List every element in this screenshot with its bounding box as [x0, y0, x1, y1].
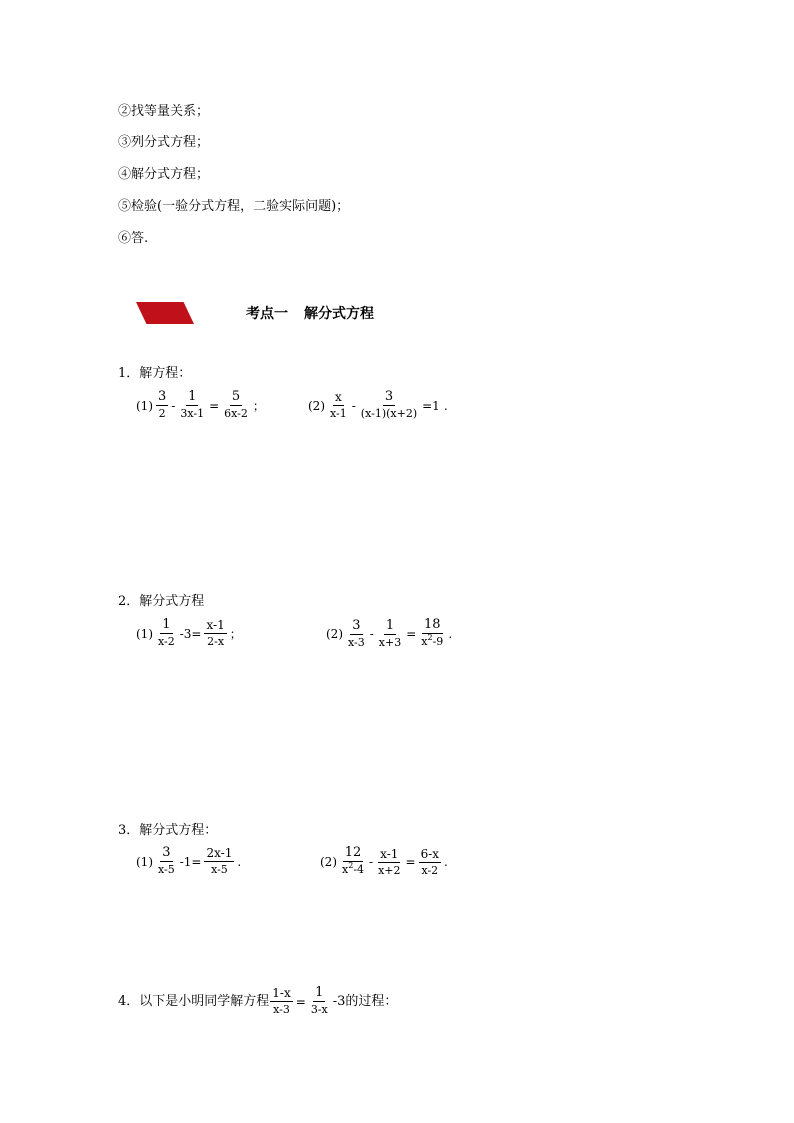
- q3-p2-tag: (2): [320, 855, 337, 869]
- section-badge: [136, 302, 194, 324]
- q4-tail: -3的过程：: [332, 993, 398, 1009]
- step-4: ④解分式方程；: [118, 167, 210, 182]
- q1-part2: (2) $\frac{x}{x-1}$ - $\frac{3}{(x-1)(x+2)}$ =1 .: [308, 389, 448, 420]
- section-title-b: 解分式方程: [304, 306, 374, 322]
- q3-label: 3．解分式方程：: [118, 823, 218, 838]
- fraction: $\frac{12}{x^2-4}$: [342, 845, 365, 876]
- step-5: ⑤检验(一验分式方程，二验实际问题)；: [118, 199, 350, 214]
- fraction: $\frac{3}{2}$: [158, 389, 167, 420]
- fraction: $\frac{x}{x-1}$: [330, 390, 347, 420]
- fraction: $\frac{5}{6x-2}$: [224, 389, 248, 420]
- q1-p1-tag: (1): [136, 398, 153, 413]
- q2-part1: (1) $\frac{1}{x-2}$ -3= $\frac{x-1}{2-x}$ ；: [136, 617, 242, 648]
- fraction: $\frac{1}{x-2}$: [158, 617, 175, 648]
- section-title: [246, 306, 374, 322]
- q3-part1: (1) $\frac{3}{x-5}$ -1= $\frac{2x-1}{x-5}$ .: [136, 845, 242, 876]
- step-6: ⑥答.: [118, 231, 149, 246]
- q3-part2: (2) $\frac{12}{x^2-4}$ - $\frac{x-1}{x+2}$ = $\frac{6-x}{x-2}$ .: [320, 845, 448, 877]
- fraction: $\frac{x-1}{2-x}$: [206, 618, 225, 648]
- fraction: $\frac{1}{3x-1}$: [180, 389, 205, 420]
- q1-p2-tag: (2): [308, 398, 325, 413]
- q2-p1-tag: (1): [136, 626, 153, 641]
- step-2: ②找等量关系；: [118, 104, 210, 119]
- fraction: $\frac{6-x}{x-2}$: [420, 846, 440, 877]
- fraction: $\frac{1-x}{x-3}$: [272, 986, 291, 1016]
- step-3: ③列分式方程；: [118, 135, 210, 150]
- q2-p2-tag: (2): [326, 627, 343, 641]
- q4-label: 4．以下是小明同学解方程: [118, 993, 270, 1009]
- fraction: $\frac{3}{(x-1)(x+2)}$: [360, 389, 418, 420]
- fraction: $\frac{1}{3-x}$: [310, 985, 328, 1016]
- fraction: $\frac{x-1}{x+2}$: [378, 846, 401, 877]
- fraction: $\frac{1}{x+3}$: [378, 617, 402, 649]
- q2-part2: (2) $\frac{3}{x-3}$ - $\frac{1}{x+3}$ = $\frac{18}{x^2-9}$ .: [326, 617, 453, 649]
- q1-label: 1．解方程：: [118, 366, 192, 381]
- section-title-a: 考点一: [246, 306, 288, 322]
- q1-part1: (1) $\frac{3}{2}$ - $\frac{1}{3x-1}$ = $\frac{5}{6x-2}$ ；: [136, 389, 265, 420]
- q2-label: 2．解分式方程: [118, 594, 205, 609]
- q4-line: 4．以下是小明同学解方程 $\frac{1-x}{x-3}$ = $\frac{1}{3-x}$ -3的过程：: [118, 985, 398, 1016]
- fraction: $\frac{3}{x-5}$: [158, 845, 175, 876]
- fraction: $\frac{3}{x-3}$: [348, 617, 365, 649]
- fraction: $\frac{2x-1}{x-5}$: [206, 846, 233, 876]
- fraction: $\frac{18}{x^2-9}$: [421, 617, 444, 648]
- q3-p1-tag: (1): [136, 854, 153, 869]
